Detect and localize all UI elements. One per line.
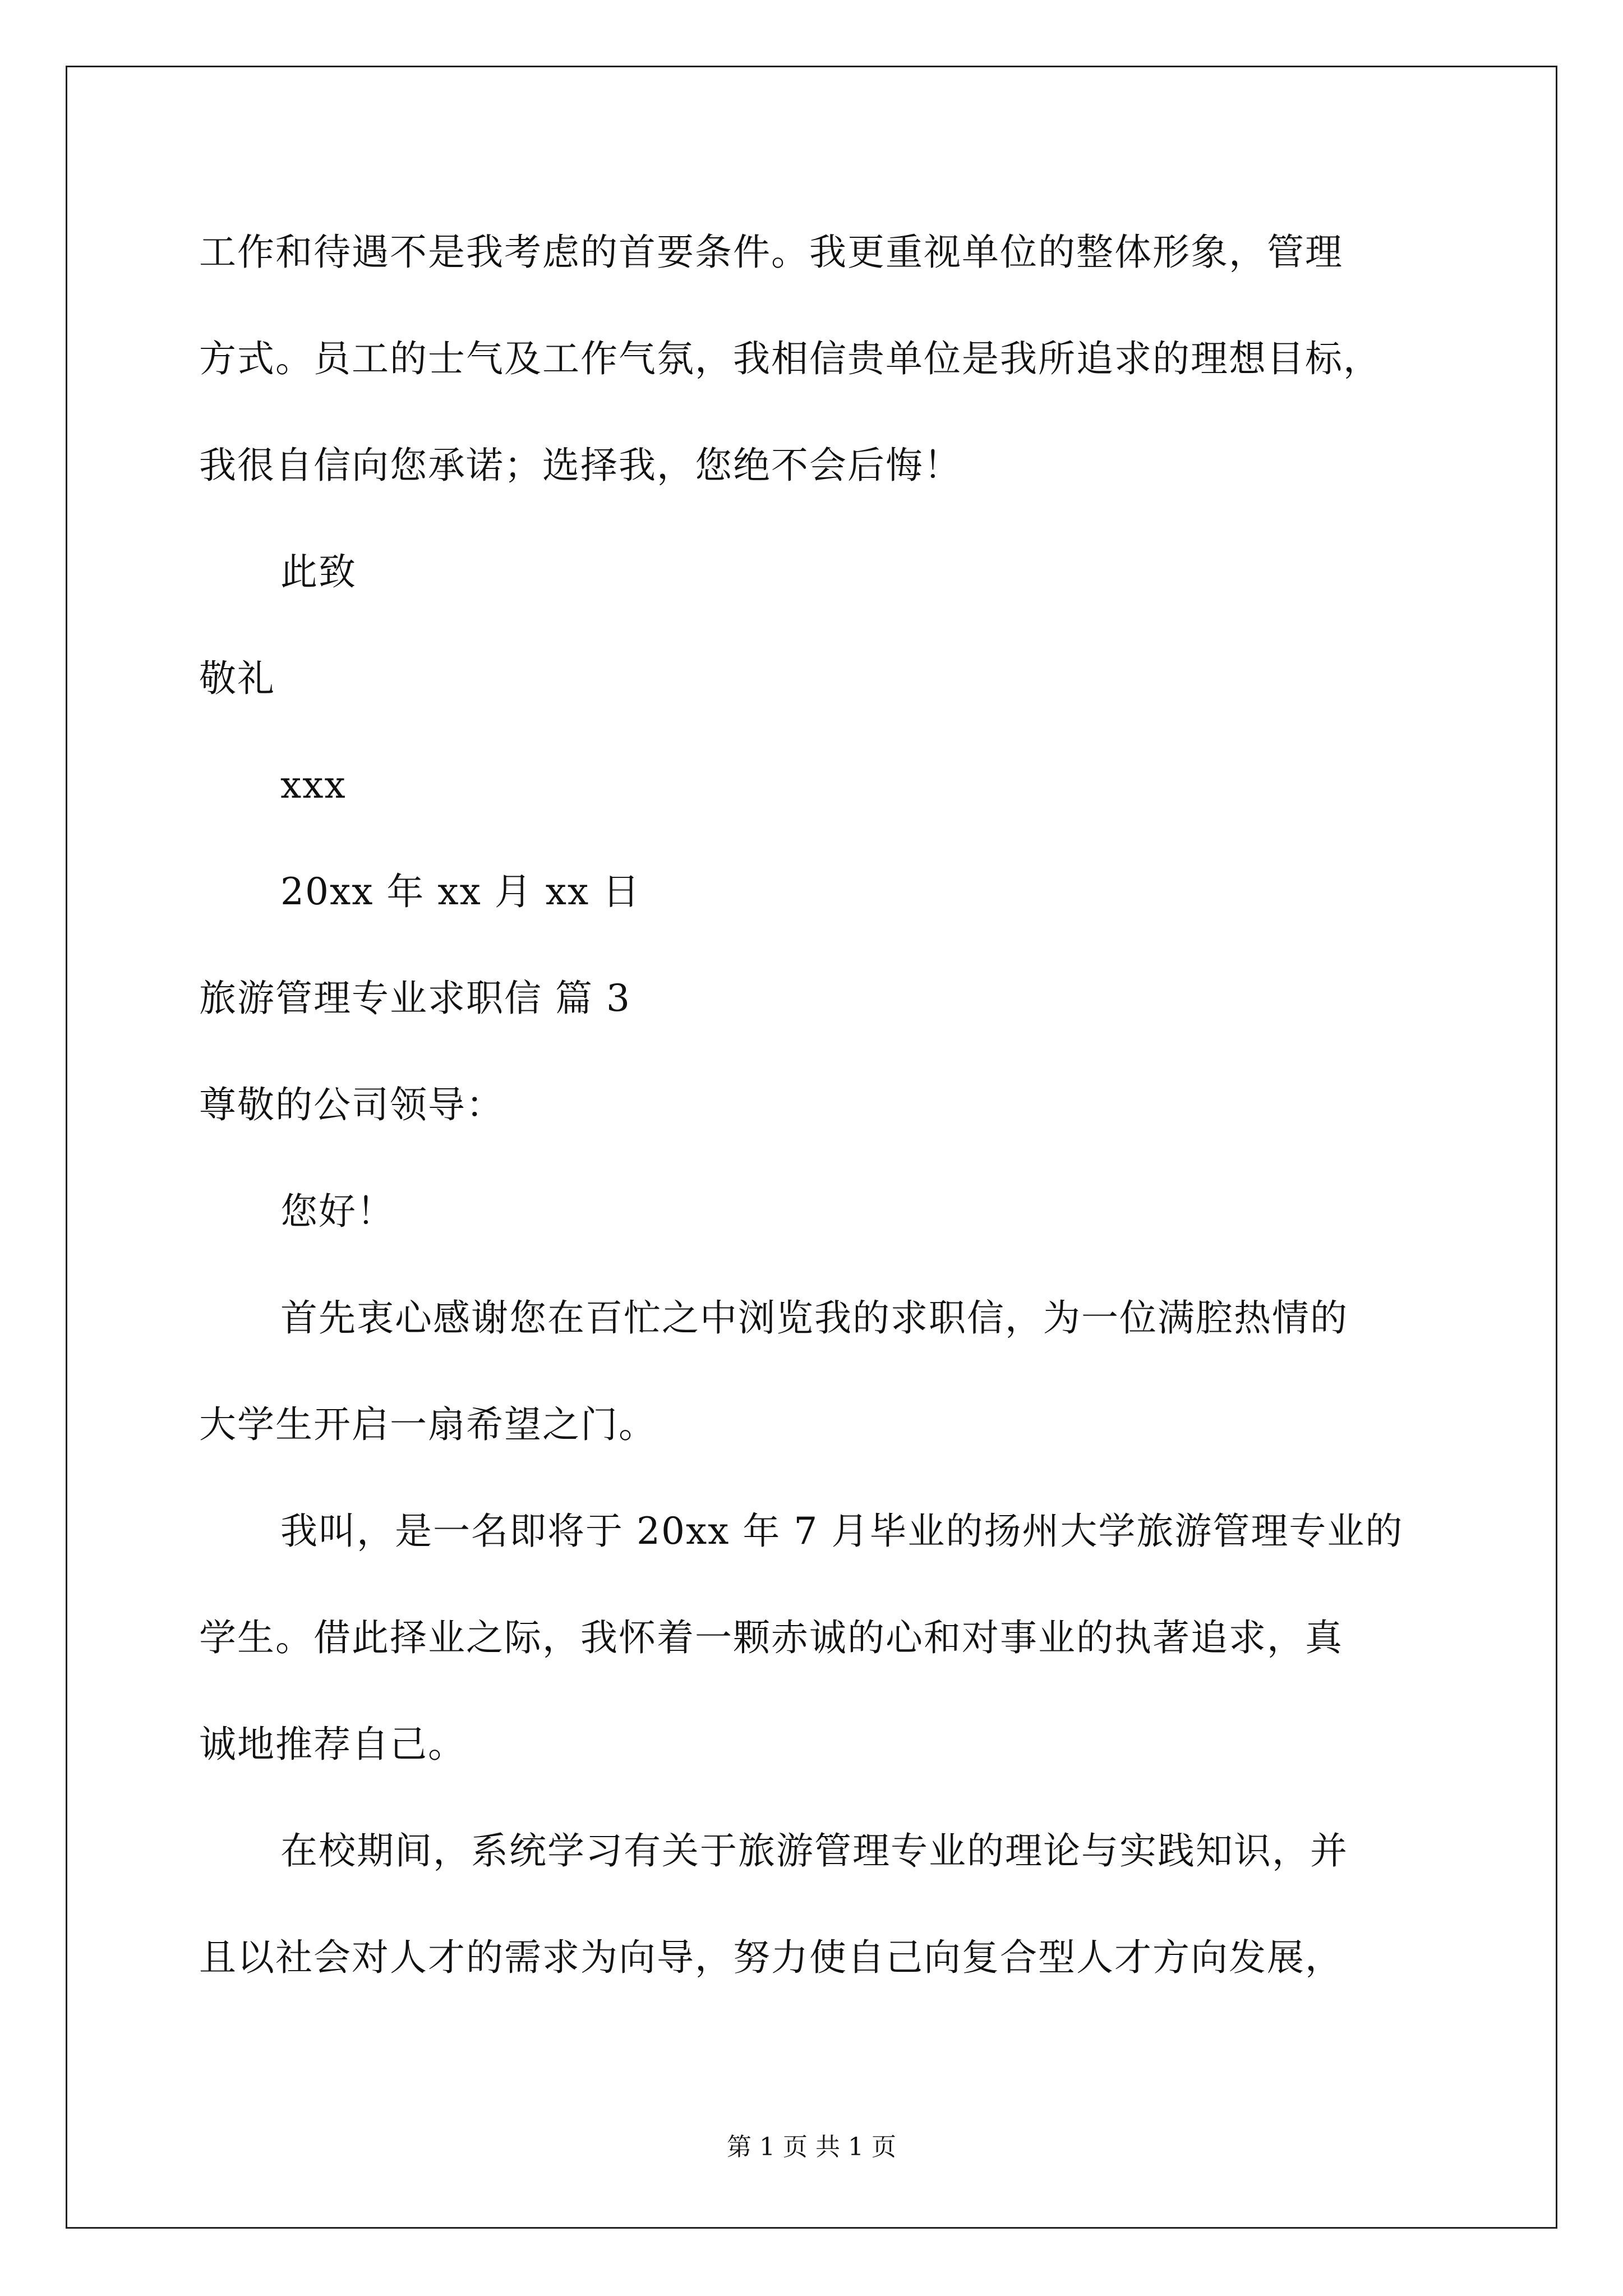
body-line-11: 首先衷心感谢您在百忙之中浏览我的求职信，为一位满腔热情的 <box>280 1296 1348 1340</box>
body-line-1: 工作和待遇不是我考虑的首要条件。我更重视单位的整体形象，管理 <box>199 231 1343 274</box>
closing-salutation: 此致 <box>280 550 357 593</box>
signature-name: xxx <box>280 763 347 807</box>
closing-regards: 敬礼 <box>199 657 275 700</box>
body-line-15: 诚地推荐自己。 <box>199 1723 466 1766</box>
hello-line: 您好！ <box>280 1190 395 1233</box>
body-line-17: 且以社会对人才的需求为向导，努力使自己向复合型人才方向发展， <box>199 1936 1343 1979</box>
page-number-footer: 第 1 页 共 1 页 <box>727 2133 896 2161</box>
body-line-13: 我叫，是一名即将于 20xx 年 7 月毕业的扬州大学旅游管理专业的 <box>280 1510 1404 1553</box>
page-border <box>66 66 1557 2229</box>
signature-date: 20xx 年 xx 月 xx 日 <box>280 870 641 913</box>
recipient-greeting: 尊敬的公司领导： <box>199 1083 504 1126</box>
body-line-16: 在校期间，系统学习有关于旅游管理专业的理论与实践知识，并 <box>280 1829 1348 1872</box>
body-line-14: 学生。借此择业之际，我怀着一颗赤诚的心和对事业的执著追求，真 <box>199 1616 1343 1659</box>
body-line-12: 大学生开启一扇希望之门。 <box>199 1403 657 1446</box>
section-heading: 旅游管理专业求职信 篇 3 <box>199 977 631 1020</box>
body-line-2: 方式。员工的士气及工作气氛，我相信贵单位是我所追求的理想目标， <box>199 337 1381 380</box>
body-line-3: 我很自信向您承诺；选择我，您绝不会后悔！ <box>199 444 962 487</box>
